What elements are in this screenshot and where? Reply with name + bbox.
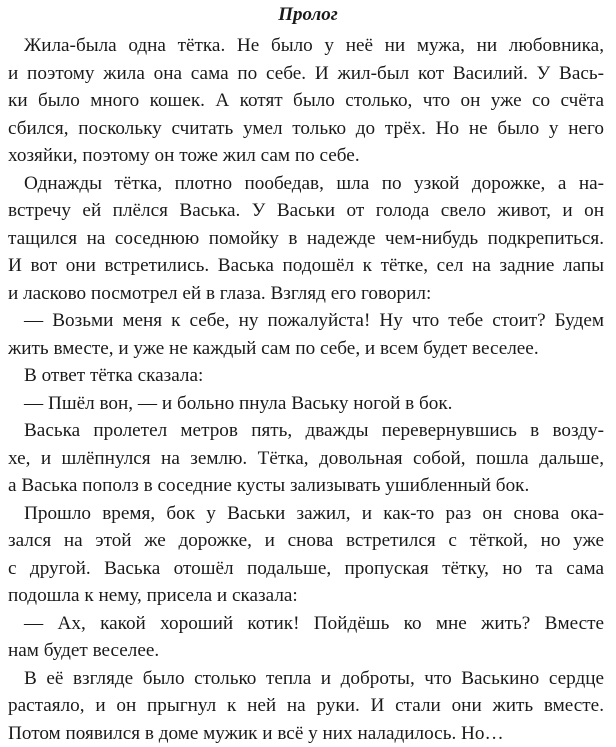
text-line: жить вместе, и уже не каждый сам по себе, и всем будет веселее. bbox=[8, 337, 539, 359]
text-line: с другой. Васька отошёл подальше, пропуская тётку, но та сама bbox=[8, 557, 604, 579]
text-line: — Ах, какой хороший котик! Пойдёшь ко мне жить? Вместе bbox=[24, 612, 604, 634]
text-line: и поэтому жила она сама по себе. И жил-был кот Василий. У Вась- bbox=[8, 62, 604, 84]
text-line: В её взгляде было столько тепла и доброты, что Васькино сердце bbox=[24, 667, 604, 689]
text-line: тащился на соседнюю помойку в надежде чем-нибудь подкрепиться. bbox=[8, 227, 604, 249]
text-line: И вот они встретились. Васька подошёл к тётке, сел на задние лапы bbox=[8, 255, 604, 276]
text-line: встречу ей плёлся Васька. У Васьки от голода свело живот, и он bbox=[8, 200, 604, 221]
text-line: Васька пролетел метров пять, дважды перевернувшись в возду- bbox=[24, 420, 604, 441]
text-line: Жила-была одна тётка. Не было у неё ни мужа, ни любовника, bbox=[24, 35, 604, 56]
text-line: Однажды тётка, плотно пообедав, шла по узкой дорожке, а на- bbox=[24, 172, 604, 194]
text-line: сбился, поскольку считать умел только до трёх. Но не было у него bbox=[8, 117, 604, 139]
text-line: хозяйки, поэтому он тоже жил сам по себе. bbox=[8, 145, 360, 166]
text-line: а Васька пополз в соседние кусты зализывать ушибленный бок. bbox=[8, 475, 530, 496]
text-line: — Пшёл вон, — и больно пнула Ваську ногой в бок. bbox=[24, 392, 453, 414]
text-line: — Возьми меня к себе, ну пожалуйста! Ну что тебе стоит? Будем bbox=[24, 310, 604, 331]
text-line: растаяло, и он прыгнул к ней на руки. И стали они жить вместе. bbox=[8, 695, 604, 716]
text-line: зался на этой же дорожке, и снова встретился с тёткой, но уже bbox=[8, 530, 604, 551]
text-line: В ответ тётка сказала: bbox=[24, 365, 204, 386]
text-line: и ласково посмотрел ей в глаза. Взгляд его говорил: bbox=[8, 282, 432, 304]
text-line: подошла к нему, присела и сказала: bbox=[8, 585, 298, 606]
text-line: Прошло время, бок у Васьки зажил, и как-то раз он снова ока- bbox=[24, 502, 604, 524]
text-line: Потом появился в доме мужик и всё у них наладилось. Но… bbox=[8, 722, 504, 744]
text-line: нам будет веселее. bbox=[8, 640, 160, 661]
text-line: ки было много кошек. А котят было столько, что он уже со счёта bbox=[8, 90, 604, 111]
text-line: хе, и шлёпнулся на землю. Тётка, довольная собой, пошла дальше, bbox=[8, 447, 604, 469]
chapter-title: Пролог bbox=[278, 4, 338, 25]
